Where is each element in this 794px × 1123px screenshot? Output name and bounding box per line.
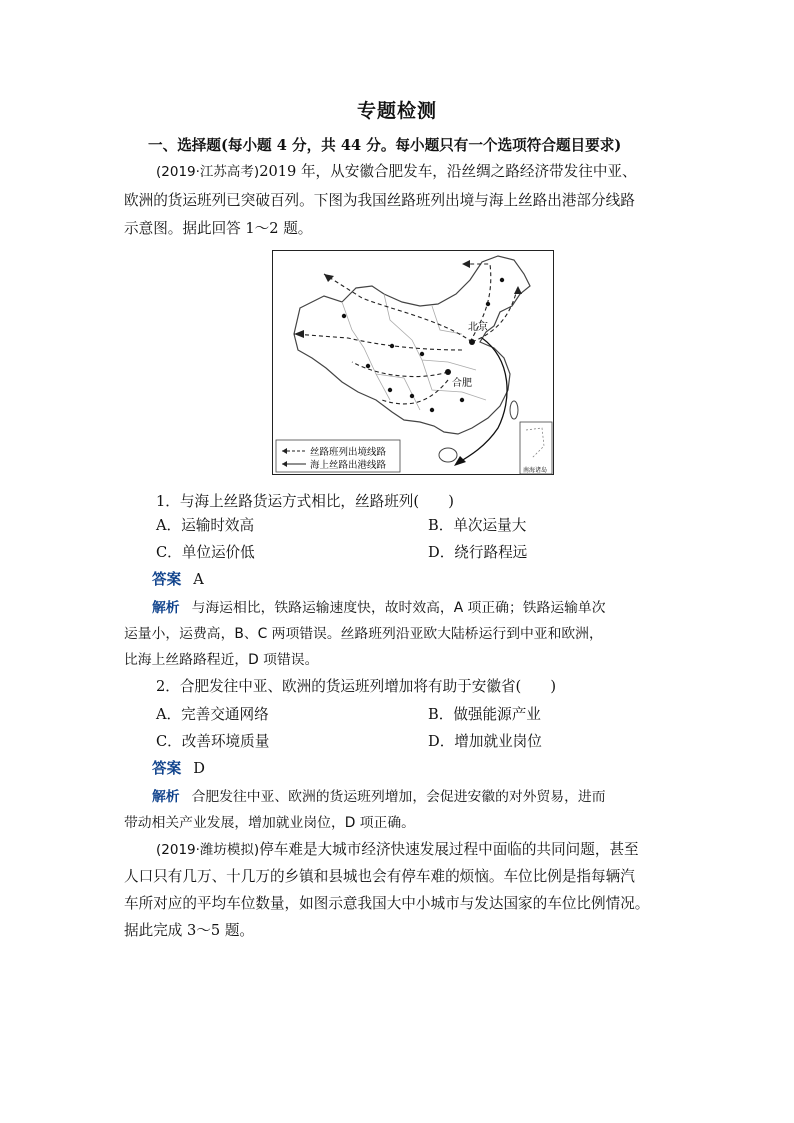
intro2-line3: 车所对应的平均车位数量，如图示意我国大中小城市与发达国家的车位比例情况。 [124, 895, 650, 912]
city-dot [460, 398, 464, 402]
silk-road-map [272, 250, 554, 475]
q2-option-b: B．做强能源产业 [428, 706, 541, 723]
q2-expl-text1: 合肥发往中亚、欧洲的货运班列增加，会促进安徽的对外贸易，进而 [191, 789, 606, 805]
legend-rail-label: 丝路班列出境线路 [310, 447, 387, 458]
city-dot [366, 364, 370, 368]
q2-option-c: C．改善环境质量 [156, 733, 270, 750]
city-dot [420, 352, 424, 356]
q1-option-c: C．单位运价低 [156, 544, 255, 561]
q1-expl-text1: 与海运相比，铁路运输速度快，故时效高，A 项正确；铁路运输单次 [191, 600, 606, 616]
city-dot [390, 344, 394, 348]
hainan-island-shape [439, 448, 457, 462]
section-heading: 一、选择题(每小题 4 分，共 44 分。每小题只有一个选项符合题目要求) [148, 137, 622, 154]
city-dot [342, 314, 346, 318]
q1-stem: 1．与海上丝路货运方式相比，丝路班列( ) [156, 493, 454, 510]
q2-answer-value: D [193, 760, 205, 777]
q2-answer-label: 答案 [152, 760, 182, 777]
taiwan-island-shape [510, 401, 518, 419]
city-dot [486, 302, 490, 306]
intro2-text1: 停车难是大城市经济快速发展过程中面临的共同问题，甚至 [259, 841, 639, 858]
city-dot [430, 408, 434, 412]
q2-option-d: D．增加就业岗位 [428, 733, 542, 750]
city-dot [469, 339, 475, 345]
q1-answer-value: A [193, 571, 204, 588]
intro2-line2: 人口只有几万、十几万的乡镇和县城也会有停车难的烦恼。车位比例是指每辆汽 [124, 868, 635, 885]
q2-stem: 2．合肥发往中亚、欧洲的货运班列增加将有助于安徽省( ) [156, 678, 557, 695]
q1-expl-line2: 运量小，运费高，B、C 两项错误。丝路班列沿亚欧大陆桥运行到中亚和欧洲， [124, 626, 603, 642]
intro2-line1 [156, 840, 639, 860]
intro2-source: (2019·潍坊模拟) [156, 842, 260, 858]
city-dot [388, 388, 392, 392]
q1-expl-label: 解析 [152, 600, 180, 616]
intro2-line4: 据此完成 3～5 题。 [124, 922, 255, 939]
q2-option-a: A．完善交通网络 [156, 706, 269, 723]
city-dot [500, 278, 504, 282]
intro1-text1: 2019 年，从安徽合肥发车，沿丝绸之路经济带发往中亚、 [259, 163, 637, 180]
intro1-line1 [156, 162, 637, 182]
city-dot [410, 394, 414, 398]
q1-answer [152, 570, 204, 590]
intro1-source: (2019·江苏高考) [156, 164, 260, 180]
intro1-line2: 欧洲的货运班列已突破百列。下图为我国丝路班列出境与海上丝路出港部分线路 [124, 192, 635, 209]
intro1-line3: 示意图。据此回答 1～2 题。 [124, 220, 313, 237]
q2-expl-line2: 带动相关产业发展，增加就业岗位，D 项正确。 [124, 815, 415, 831]
q2-expl-line1 [152, 787, 606, 807]
label-beijing: 北京 [468, 322, 488, 333]
q1-option-a: A．运输时效高 [156, 517, 255, 534]
q1-expl-line1 [152, 598, 606, 618]
inset-label: 南海诸岛 [523, 467, 548, 474]
q1-answer-label: 答案 [152, 571, 182, 588]
legend-sea-label: 海上丝路出港线路 [310, 460, 387, 471]
label-hefei: 合肥 [452, 378, 472, 389]
q1-option-b: B．单次运量大 [428, 517, 527, 534]
q1-option-d: D．绕行路程远 [428, 544, 528, 561]
page-title: 专题检测 [356, 100, 437, 122]
q1-expl-line3: 比海上丝路路程近，D 项错误。 [124, 652, 319, 668]
city-dot [445, 369, 451, 375]
q2-expl-label: 解析 [152, 789, 180, 805]
q2-answer [152, 759, 205, 779]
